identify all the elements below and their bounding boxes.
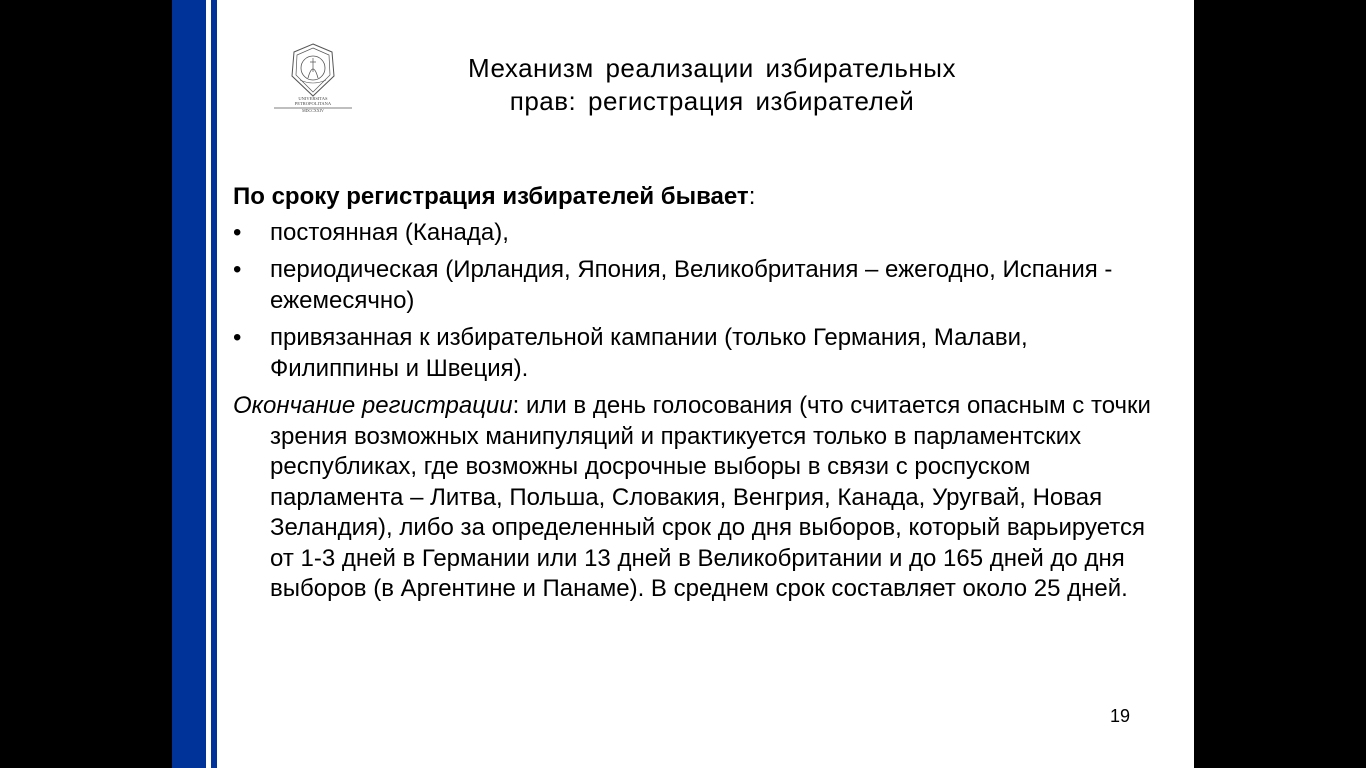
list-item-text: привязанная к избирательной кампании (только Германия, Малави, Филиппины и Швеция). [270,324,1028,382]
paragraph-text: : или в день голосования (что считается опасным с точки зрения возможных манипуляций и практикуется только в парламентских республиках, где возможны досрочные выборы в связи с роспуском парламента – Литва, Польша, Словакия, Венгрия, Канада, Уругвай, Новая Зеландия), либо за определенный срок до дня выборов, который варьируется от 1-3 дней в Германии или 13 дней в Великобритании и до 165 дней до дня выборов (в Аргентине и Панаме). В среднем срок составляет около 25 дней. [270,392,1151,602]
list-item [233,323,1153,384]
svg-text:PETROPOLITANA: PETROPOLITANA [294,101,332,106]
svg-text:UNIVERSITAS: UNIVERSITAS [298,96,328,101]
list-item [233,255,1153,316]
bullet-icon: • [233,218,242,246]
registration-types-list [233,218,1153,385]
bullet-icon: • [233,324,242,351]
slide-body [233,182,1153,629]
bullet-icon: • [233,256,242,283]
page-number: 19 [1110,706,1131,726]
slide-title [402,52,1022,118]
list-item [233,218,1153,249]
paragraph-italic-lead: Окончание регистрации [233,392,513,419]
registration-end-paragraph [233,391,1153,605]
list-item-text: периодическая (Ирландия, Япония, Великобритания – ежегодно, Испания - ежемесячно) [270,256,1113,314]
slide-title-line-2: прав: регистрация избирателей [509,86,915,116]
university-seal-logo [270,42,356,114]
section-heading-bold: По сроку регистрация избирателей бывает [233,183,749,210]
list-item-text: постоянная (Канада), [270,218,509,246]
left-accent-stripe [211,0,217,768]
section-heading [233,182,1153,213]
slide-title-line-1: Механизм реализации избирательных [468,53,956,83]
svg-text:MDCCXXIV: MDCCXXIV [302,108,324,113]
section-heading-colon: : [748,183,756,210]
presentation-slide [172,0,1194,768]
left-accent-bar [172,0,206,768]
